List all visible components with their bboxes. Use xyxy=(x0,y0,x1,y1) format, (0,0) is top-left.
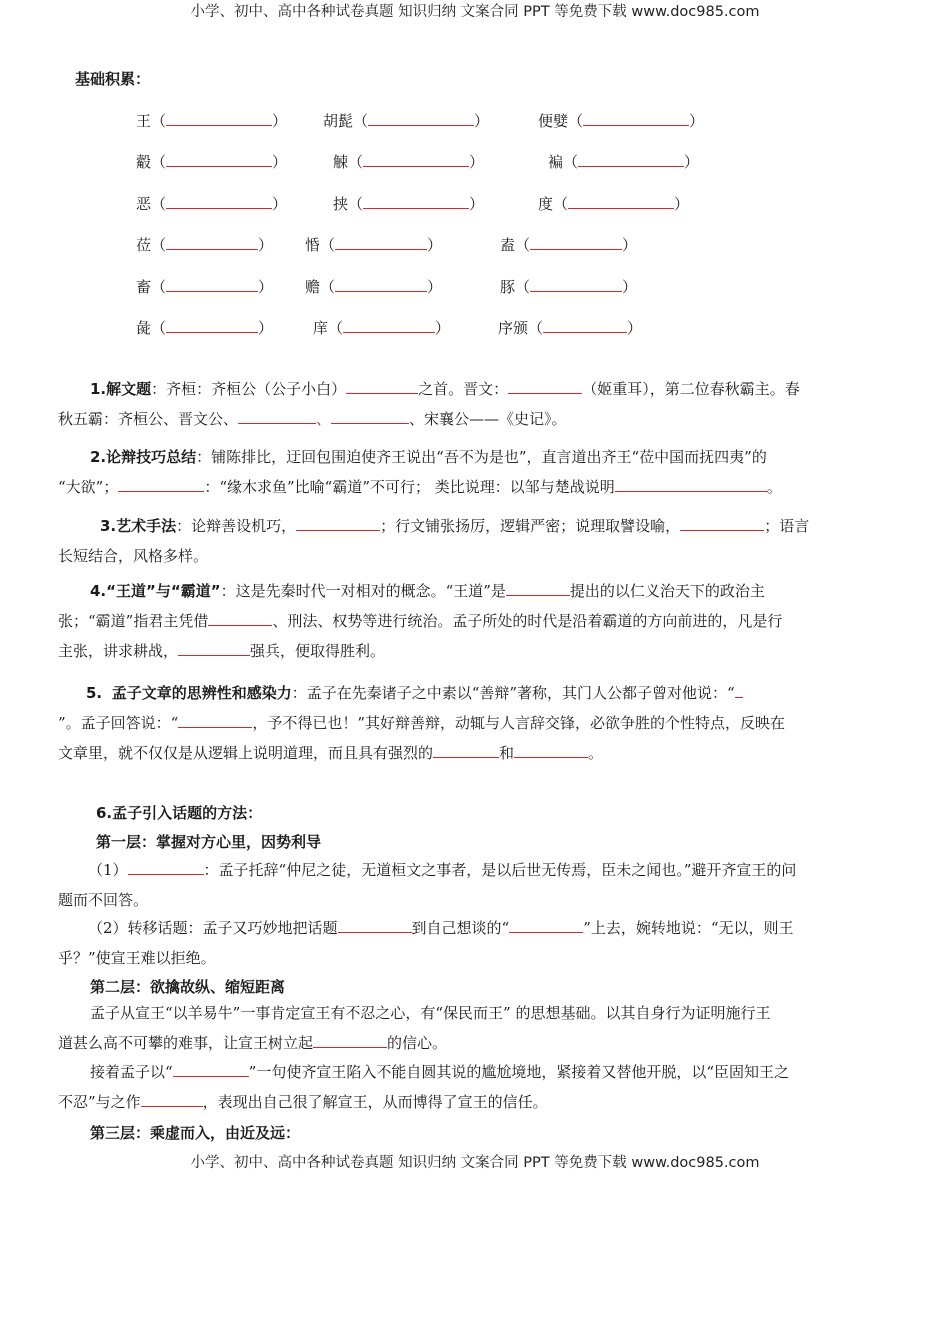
layer-1-heading: 第一层：掌握对方心里，因势利导 xyxy=(96,833,322,851)
vocab-close: ） xyxy=(427,236,443,254)
answer-blank[interactable] xyxy=(509,918,583,933)
answer-blank[interactable] xyxy=(530,277,622,292)
vocab-close: ） xyxy=(469,153,485,171)
vocab-row xyxy=(0,193,950,217)
question-text: 强兵，便取得胜利。 xyxy=(250,642,386,660)
question-text: （姬重耳），第二位春秋霸主。春 xyxy=(582,380,800,398)
question-label: “王道”与“霸道” xyxy=(106,582,221,600)
question-text: 张；“霸道”指君主凭借 xyxy=(58,612,209,630)
answer-blank[interactable] xyxy=(166,111,272,126)
vocab-char: 恶（ xyxy=(136,195,167,213)
question-text: ：孟子托辞“仲尼之徒，无道桓文之事者，是以后世无传焉，臣未之闻也。”避开齐宣王的问 xyxy=(203,861,797,879)
answer-blank[interactable] xyxy=(166,194,272,209)
answer-blank[interactable] xyxy=(208,611,272,626)
answer-blank[interactable] xyxy=(735,683,743,698)
answer-blank[interactable] xyxy=(338,918,412,933)
question-text: 题而不回答。 xyxy=(58,891,149,909)
answer-blank[interactable] xyxy=(178,641,250,656)
question-text: 长短结合，风格多样。 xyxy=(58,547,209,565)
answer-blank[interactable] xyxy=(543,318,627,333)
question-text: （2）转移话题：孟子又巧妙地把话题 xyxy=(88,919,338,937)
question-number: 1. xyxy=(90,380,107,398)
vocab-char: 庠（ xyxy=(313,319,344,337)
vocab-char: 畜（ xyxy=(136,278,167,296)
vocab-close: ） xyxy=(258,236,274,254)
answer-blank[interactable] xyxy=(166,277,258,292)
question-text: ：孟子在先秦诸子之中素以“善辩”著称，其门人公都子曾对他说：“ xyxy=(291,684,735,702)
question-4 xyxy=(58,576,884,666)
layer-2-paragraph-2 xyxy=(58,1057,884,1117)
vocab-close: ） xyxy=(272,195,288,213)
question-number: 3. xyxy=(100,517,117,535)
question-text: ：“缘木求鱼”比喻“霸道”不可行； 类比说理：以邹与楚战说明 xyxy=(204,478,615,496)
question-2 xyxy=(58,442,884,502)
vocab-close: ） xyxy=(622,278,638,296)
vocab-row xyxy=(0,110,950,134)
layer-2-paragraph-1 xyxy=(58,998,884,1058)
vocab-close: ） xyxy=(689,112,705,130)
question-text: ，表现出自己很了解宣王，从而博得了宣王的信任。 xyxy=(202,1093,548,1111)
question-text: 接着孟子以“ xyxy=(90,1063,173,1081)
question-text: ：齐桓：齐桓公（公子小白） xyxy=(151,380,347,398)
page-footer: 小学、初中、高中各种试卷真题 知识归纳 文案合同 PPT 等免费下载 www.doc985.com xyxy=(190,1155,760,1171)
vocab-close: ） xyxy=(674,195,690,213)
question-text: ，予不得已也！”其好辩善辩，动辄与人言辞交锋，必欲争胜的个性特点，反映在 xyxy=(252,714,786,732)
question-3 xyxy=(58,511,884,571)
vocab-char: 觫（ xyxy=(333,153,364,171)
vocab-char: 豚（ xyxy=(500,278,531,296)
vocab-close: ） xyxy=(469,195,485,213)
question-text: （1） xyxy=(88,861,128,879)
answer-blank[interactable] xyxy=(514,743,588,758)
answer-blank[interactable] xyxy=(615,477,767,492)
page-header: 小学、初中、高中各种试卷真题 知识归纳 文案合同 PPT 等免费下载 www.doc985.com xyxy=(190,4,760,20)
question-text: ；语言 xyxy=(764,517,810,535)
question-text: ：论辩善设机巧， xyxy=(176,517,297,535)
vocab-char: 彘（ xyxy=(136,319,167,337)
answer-blank[interactable] xyxy=(166,318,258,333)
answer-blank[interactable] xyxy=(578,152,684,167)
vocab-char: 挟（ xyxy=(333,195,364,213)
question-text: ”上去，婉转地说：“无以，则王 xyxy=(583,919,794,937)
vocab-char: 序颁（ xyxy=(498,319,544,337)
answer-blank[interactable] xyxy=(313,1033,387,1048)
vocab-row xyxy=(0,234,950,258)
question-text: ；行文铺张扬厉，逻辑严密；说理取譬设喻， xyxy=(380,517,681,535)
answer-blank[interactable] xyxy=(368,111,474,126)
question-text: 、宋襄公——《史记》。 xyxy=(409,410,567,428)
answer-blank[interactable] xyxy=(680,516,764,531)
question-text: 乎？”使宣王难以拒绝。 xyxy=(58,949,216,967)
vocab-close: ） xyxy=(474,112,490,130)
question-1 xyxy=(58,374,884,434)
answer-blank[interactable] xyxy=(331,409,409,424)
answer-blank[interactable] xyxy=(118,477,204,492)
question-number: 4. xyxy=(90,582,107,600)
answer-blank[interactable] xyxy=(166,152,272,167)
vocab-char: 惛（ xyxy=(305,236,336,254)
question-text: 、 xyxy=(316,410,332,428)
answer-blank[interactable] xyxy=(343,318,435,333)
question-label: 孟子文章的思辨性和感染力 xyxy=(111,684,292,702)
question-text: 和 xyxy=(499,744,515,762)
section-title: 基础积累： xyxy=(75,70,151,88)
answer-blank[interactable] xyxy=(583,111,689,126)
question-text: 。 xyxy=(766,478,782,496)
answer-blank[interactable] xyxy=(530,235,622,250)
question-number: 5. xyxy=(86,684,103,702)
vocab-close: ） xyxy=(427,278,443,296)
question-text: 秋五霸：齐桓公、晋文公、 xyxy=(58,410,239,428)
answer-blank[interactable] xyxy=(433,743,499,758)
answer-blank[interactable] xyxy=(166,235,258,250)
question-text: 主张，讲求耕战， xyxy=(58,642,179,660)
layer-1-point-2 xyxy=(58,913,884,973)
layer-2-heading: 第二层：欲擒故纵、缩短距离 xyxy=(90,978,286,996)
question-label: 论辩技巧总结 xyxy=(106,448,197,466)
answer-blank[interactable] xyxy=(346,379,418,394)
vocab-close: ） xyxy=(272,112,288,130)
question-text: “大欲”； xyxy=(58,478,119,496)
vocab-row xyxy=(0,317,950,341)
question-text: ：这是先秦时代一对相对的概念。“王道”是 xyxy=(220,582,506,600)
vocab-char: 盍（ xyxy=(500,236,531,254)
answer-blank[interactable] xyxy=(178,713,252,728)
question-text: 不忍”与之作 xyxy=(58,1093,141,1111)
vocab-close: ） xyxy=(684,153,700,171)
vocab-char: 胡髭（ xyxy=(323,112,369,130)
question-text: ”一句使齐宣王陷入不能自圆其说的尴尬境地，紧接着又替他开脱，以“臣固知王之 xyxy=(248,1063,790,1081)
vocab-close: ） xyxy=(272,153,288,171)
vocab-close: ） xyxy=(627,319,643,337)
vocab-char: 赡（ xyxy=(305,278,336,296)
question-text: 道甚么高不可攀的难事，让宣王树立起 xyxy=(58,1034,314,1052)
question-text: 文章里，就不仅仅是从逻辑上说明道理，而且具有强烈的 xyxy=(58,744,434,762)
answer-blank[interactable] xyxy=(363,194,469,209)
answer-blank[interactable] xyxy=(335,235,427,250)
answer-blank[interactable] xyxy=(141,1092,203,1107)
answer-blank[interactable] xyxy=(363,152,469,167)
answer-blank[interactable] xyxy=(335,277,427,292)
question-number: 2. xyxy=(90,448,107,466)
vocab-char: 王（ xyxy=(136,112,167,130)
answer-blank[interactable] xyxy=(296,516,380,531)
question-text: 、刑法、权势等进行统治。孟子所处的时代是沿着霸道的方向前进的，凡是行 xyxy=(272,612,783,630)
vocab-char: 便嬖（ xyxy=(538,112,584,130)
question-5 xyxy=(58,678,884,768)
vocab-close: ） xyxy=(258,319,274,337)
question-label: 艺术手法 xyxy=(116,517,177,535)
answer-blank[interactable] xyxy=(238,409,316,424)
question-6-title: 6.孟子引入话题的方法： xyxy=(96,804,263,822)
question-text: ：铺陈排比，迂回包围迫使齐王说出“吾不为是也”，直言道出齐王“莅中国而抚四夷”的 xyxy=(196,448,767,466)
vocab-close: ） xyxy=(258,278,274,296)
layer-3-heading: 第三层：乘虚而入，由近及远： xyxy=(90,1124,301,1142)
answer-blank[interactable] xyxy=(508,379,582,394)
question-text: 之首。晋文： xyxy=(418,380,509,398)
question-text: 的信心。 xyxy=(387,1034,448,1052)
vocab-char: 莅（ xyxy=(136,236,167,254)
vocab-char: 觳（ xyxy=(136,153,167,171)
vocab-row xyxy=(0,151,950,175)
vocab-close: ） xyxy=(435,319,451,337)
question-label: 解文题 xyxy=(106,380,152,398)
answer-blank[interactable] xyxy=(128,860,204,875)
answer-blank[interactable] xyxy=(173,1062,249,1077)
answer-blank[interactable] xyxy=(568,194,674,209)
vocab-char: 褊（ xyxy=(548,153,579,171)
vocab-row xyxy=(0,276,950,300)
question-text: 。 xyxy=(588,744,604,762)
layer-1-point-1 xyxy=(58,855,884,915)
question-text: 到自己想谈的“ xyxy=(411,919,510,937)
vocab-char: 度（ xyxy=(538,195,569,213)
question-text: 孟子从宣王“以羊易牛”一事肯定宣王有不忍之心，有“保民而王” 的思想基础。以其自身行为证明施行王 xyxy=(90,1004,771,1022)
vocab-close: ） xyxy=(622,236,638,254)
answer-blank[interactable] xyxy=(506,581,570,596)
question-text: 提出的以仁义治天下的政治主 xyxy=(569,582,765,600)
question-text: ”。孟子回答说：“ xyxy=(58,714,179,732)
